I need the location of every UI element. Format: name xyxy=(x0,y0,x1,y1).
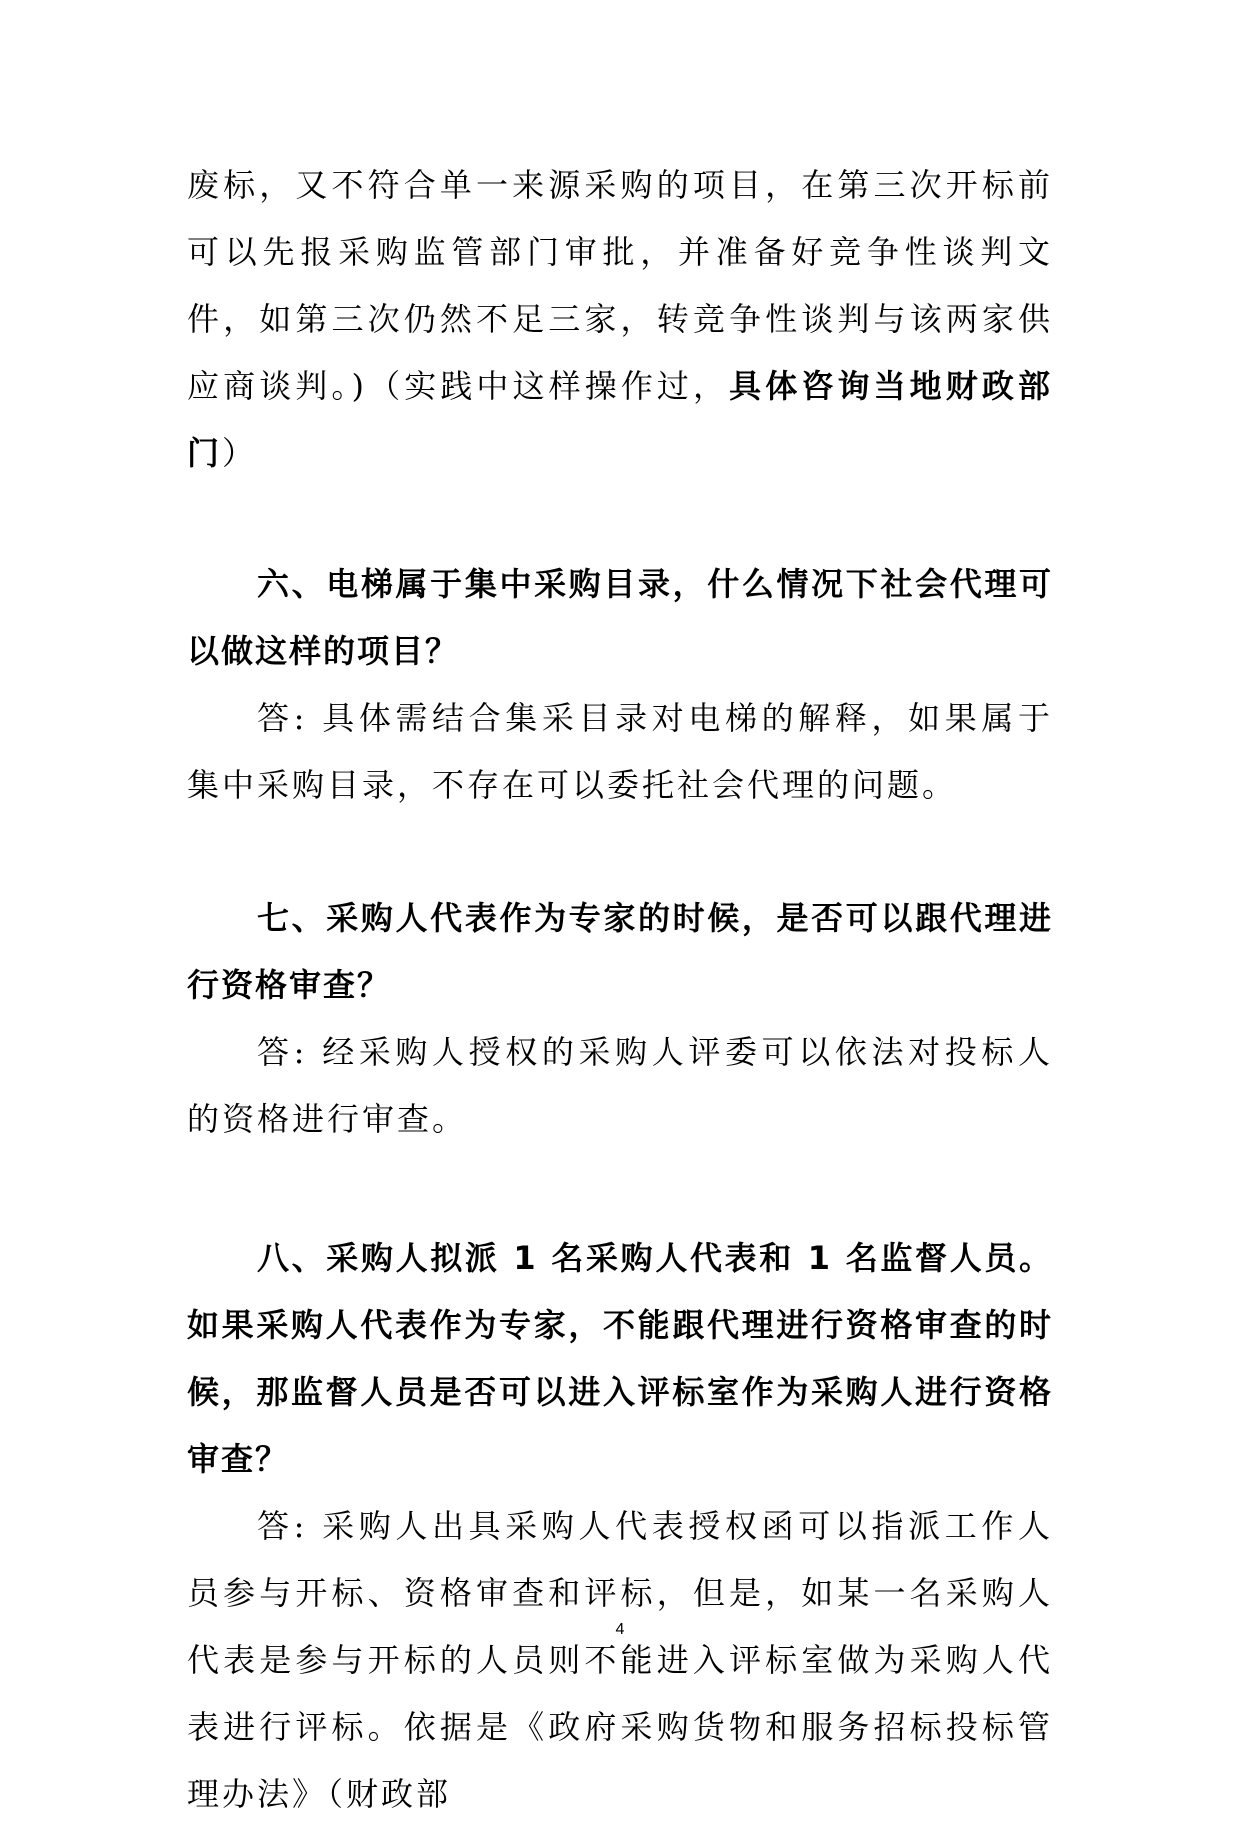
question-eight: 八、采购人拟派 1 名采购人代表和 1 名监督人员。如果采购人代表作为专家，不能跟代理进行资格审查的时候，那监督人员是否可以进入评标室作为采购人进行资格审查？ xyxy=(187,1239,1053,1478)
section-gap xyxy=(187,487,1053,551)
continuation-tail: ） xyxy=(222,434,258,472)
question-seven: 七、采购人代表作为专家的时候，是否可以跟代理进行资格审查？ xyxy=(187,899,1053,1004)
continuation-bold-text: 具体咨询当地财政部门 xyxy=(187,367,1053,472)
question-six: 六、电梯属于集中采购目录，什么情况下社会代理可以做这样的项目？ xyxy=(187,565,1053,670)
answer-six: 答: 具体需结合集采目录对电梯的解释，如果属于集中采购目录，不存在可以委托社会代理的问题。 xyxy=(187,699,1053,804)
page-number: 4 xyxy=(615,1621,625,1638)
document-page xyxy=(187,152,1053,1828)
section-gap xyxy=(187,1153,1053,1225)
section-gap xyxy=(187,819,1053,885)
continuation-text: 废标，又不符合单一来源采购的项目，在第三次开标前可以先报采购监管部门审批，并准备好竞争性谈判文件，如第三次仍然不足三家，转竞争性谈判与该两家供应商谈判。)（实践中这样操作过， xyxy=(187,166,1053,405)
answer-seven: 答: 经采购人授权的采购人评委可以依法对投标人的资格进行审查。 xyxy=(187,1033,1053,1138)
continuation-paragraph xyxy=(187,152,1053,487)
answer-eight: 答: 采购人出具采购人代表授权函可以指派工作人员参与开标、资格审查和评标，但是，如某一名采购人代表是参与开标的人员则不能进入评标室做为采购人代表进行评标。依据是《政府采购货物和服务招标投标管理办法》（财政部 xyxy=(187,1507,1053,1813)
